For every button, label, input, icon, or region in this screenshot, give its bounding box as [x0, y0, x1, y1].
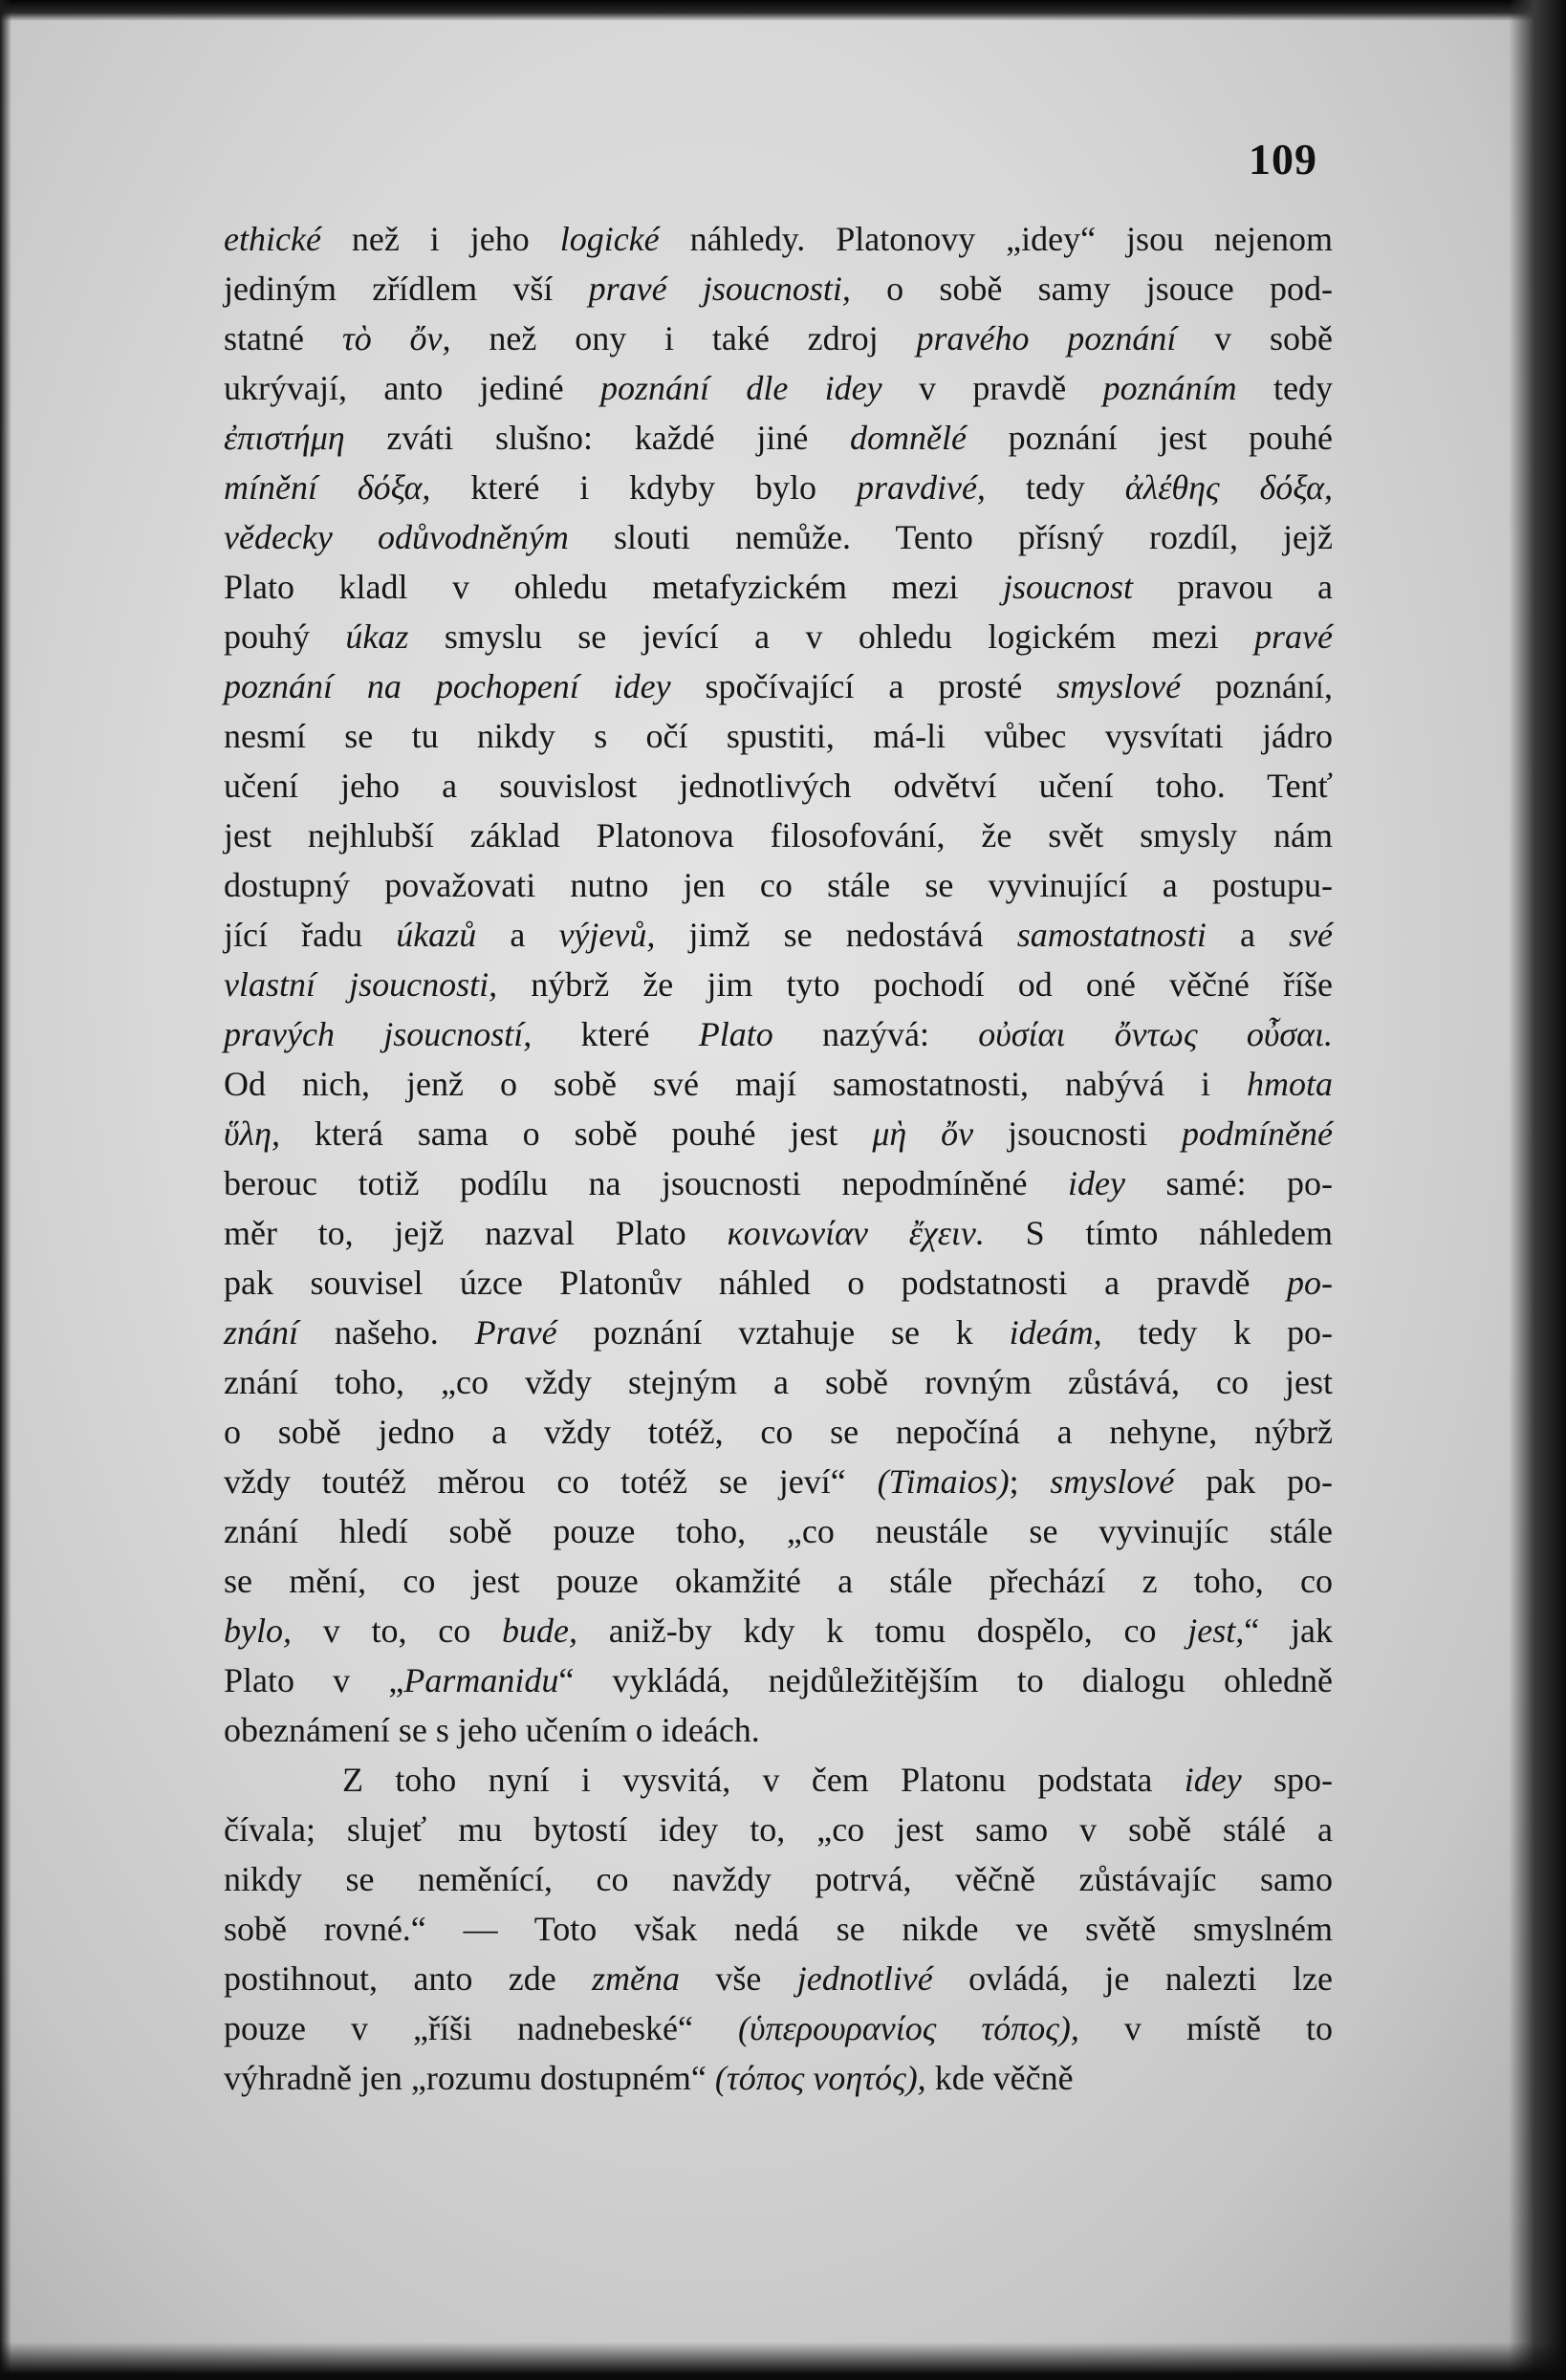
text-span: tedy k po- [1101, 1313, 1334, 1352]
scan-edge-right [1509, 0, 1566, 2380]
italic-text: vědecky odůvodněným [224, 518, 569, 556]
italic-text: ἀλέθης δόξα, [1124, 468, 1334, 507]
text-span: tedy [985, 468, 1125, 507]
text-line [224, 1506, 1333, 1556]
italic-text: τὸ ὄν, [341, 319, 451, 357]
scan-edge-left [0, 0, 11, 2380]
text-span: jsoucnosti [973, 1114, 1183, 1153]
text-line [224, 2003, 1333, 2053]
text-span: pravou a [1132, 568, 1333, 606]
italic-text: po- [1287, 1264, 1333, 1302]
text-span: sobě rovné.“ — Toto však nedá se nikde ve světě smyslném [224, 1910, 1333, 1948]
text-line [224, 711, 1333, 761]
text-line [224, 1805, 1333, 1854]
text-span: smyslu se jevící a v ohledu logickém mezi [408, 617, 1255, 656]
text-line [224, 1109, 1333, 1158]
text-span: tedy [1236, 369, 1334, 407]
italic-text: jest, [1187, 1612, 1245, 1650]
text-line [224, 1904, 1333, 1954]
text-span: o sobě samy jsouce pod- [850, 270, 1333, 308]
text-span: spočívající a prosté [670, 667, 1057, 705]
text-line [224, 1606, 1333, 1655]
text-span: dostupný považovati nutno jen co stále se vyvinující a postupu- [224, 866, 1333, 904]
italic-text: jednotlivé [796, 1959, 933, 1998]
text-line [224, 1556, 1333, 1606]
text-span: pak souvisel úzce Platonův náhled o podstatnosti a pravdě [224, 1264, 1287, 1302]
text-line [224, 1457, 1333, 1506]
text-line [224, 1705, 1333, 1755]
italic-text: podmíněné [1182, 1114, 1333, 1153]
text-span: a [476, 916, 559, 954]
text-span: jest nejhlubší základ Platonova filosofování, že svět smysly nám [224, 816, 1333, 855]
text-span: které [532, 1015, 699, 1053]
italic-text: poznáním [1102, 369, 1237, 407]
text-line [224, 1854, 1333, 1904]
text-span: Z toho nyní i vysvitá, v čem Platonu podstata [342, 1761, 1185, 1799]
text-line [224, 960, 1333, 1009]
text-span: v místě to [1078, 2009, 1333, 2047]
italic-text: οὐσίαι ὄντως οὖσαι. [978, 1015, 1334, 1053]
text-span: v sobě [1176, 319, 1334, 357]
italic-text: pravých jsoucností, [224, 1015, 533, 1053]
text-span: Plato kladl v ohledu metafyzickém mezi [224, 568, 1003, 606]
italic-text: hmota [1247, 1065, 1333, 1103]
italic-text: ἐπιστήμη [224, 419, 345, 457]
text-span: poznání jest pouhé [966, 419, 1333, 457]
text-span: a [1206, 916, 1290, 954]
text-span: statné [224, 319, 342, 357]
text-line [224, 1954, 1333, 2003]
text-line [224, 562, 1333, 612]
text-span: jimž se nedostává [655, 916, 1017, 954]
text-span: berouc totiž podílu na jsoucnosti nepodmíněné [224, 1164, 1069, 1202]
text-span: v pravdě [881, 369, 1103, 407]
text-span: postihnout, anto zde [224, 1959, 593, 1998]
text-line [224, 1059, 1333, 1109]
text-span: nazývá: [772, 1015, 979, 1053]
text-span: “ vykládá, nejdůležitějším to dialogu ohledně [558, 1661, 1333, 1699]
text-line [224, 463, 1333, 512]
page-number: 109 [1249, 135, 1317, 184]
italic-text: úkaz [345, 617, 409, 656]
italic-text: výjevů, [558, 916, 656, 954]
paragraph [224, 214, 1333, 1755]
text-span: obeznámení se s jeho učením o ideách. [224, 1711, 760, 1749]
italic-text: logické [559, 220, 660, 258]
italic-text: změna [592, 1959, 681, 1998]
text-span: poznání vztahuje se k [556, 1313, 1010, 1352]
italic-text: Pravé [474, 1313, 557, 1352]
text-line [224, 1208, 1333, 1258]
paragraph [224, 1755, 1333, 2103]
text-span: náhledy. Platonovy „idey“ jsou nejenom [659, 220, 1333, 258]
text-span: nikdy se neměnící, co navždy potrvá, věčně zůstávajíc samo [224, 1860, 1333, 1898]
text-line [224, 363, 1333, 413]
italic-text: Parmanidu [403, 1661, 559, 1699]
text-span: “ jak [1244, 1612, 1334, 1650]
text-span: kde věčně [925, 2059, 1074, 2097]
text-span: o sobě jedno a vždy totéž, co se nepočíná a nehyne, nýbrž [224, 1413, 1333, 1451]
italic-text: pravého poznání [916, 319, 1177, 357]
italic-text: ideám, [1009, 1313, 1102, 1352]
text-line [224, 1755, 1333, 1805]
text-line [224, 314, 1333, 363]
scan-edge-bottom [0, 2342, 1566, 2380]
italic-text: smyslové [1050, 1462, 1175, 1501]
text-span: pouhý [224, 617, 346, 656]
text-span: pouze v „říši nadnebeské“ [224, 2009, 739, 2047]
text-span: měr to, jejž nazval Plato [224, 1214, 728, 1252]
italic-text: vlastní jsoucnosti, [224, 965, 498, 1004]
text-line [224, 214, 1333, 264]
text-span: slouti nemůže. Tento přísný rozdíl, jejž [568, 518, 1333, 556]
text-span: ukrývají, anto jediné [224, 369, 600, 407]
text-span: ovládá, je nalezti lze [932, 1959, 1334, 1998]
italic-text: domnělé [850, 419, 967, 457]
scan-edge-top [0, 0, 1566, 21]
text-span: aniž-by kdy k tomu dospělo, co [577, 1612, 1188, 1650]
text-span: která sama o sobě pouhé jest [279, 1114, 873, 1153]
text-line [224, 1407, 1333, 1457]
italic-text: poznání dle idey [599, 369, 882, 407]
italic-text: (ὑπερουρανίος τόπος), [738, 2009, 1079, 2047]
text-line [224, 512, 1333, 562]
italic-text: bude, [502, 1612, 578, 1650]
text-span: v to, co [291, 1612, 503, 1650]
italic-text: Plato [698, 1015, 773, 1053]
italic-text: idey [1068, 1164, 1125, 1202]
text-span: nesmí se tu nikdy s očí spustiti, má-li vůbec vysvítati jádro [224, 717, 1333, 755]
text-span: vždy toutéž měrou co totéž se jeví“ [224, 1462, 878, 1501]
text-span: samé: po- [1124, 1164, 1333, 1202]
italic-text: samostatnosti [1016, 916, 1207, 954]
text-span: čívala; slujeť mu bytostí idey to, „co jest samo v sobě stálé a [224, 1810, 1333, 1849]
italic-text: (Timaios) [877, 1462, 1010, 1501]
italic-text: mínění δόξα, [224, 468, 431, 507]
text-span: Plato v „ [224, 1661, 404, 1699]
italic-text: κοινωνίαν ἔχειν. [727, 1214, 985, 1252]
text-span: znání toho, „co vždy stejným a sobě rovným zůstává, co jest [224, 1363, 1333, 1401]
text-span: zváti slušno: každé jiné [344, 419, 851, 457]
text-line [224, 1158, 1333, 1208]
text-span: jediným zřídlem vší [224, 270, 589, 308]
italic-text: (τόπος νοητός), [714, 2059, 926, 2097]
text-line [224, 2053, 1333, 2103]
text-line [224, 811, 1333, 860]
text-line [224, 612, 1333, 661]
text-span: které i kdyby bylo [430, 468, 857, 507]
text-span: pak po- [1174, 1462, 1334, 1501]
italic-text: jsoucnost [1002, 568, 1133, 606]
text-span: znání hledí sobě pouze toho, „co neustále se vyvinujíc stále [224, 1512, 1333, 1550]
text-span: jící řadu [224, 916, 397, 954]
italic-text: bylo, [224, 1612, 292, 1650]
text-span: než ony i také zdroj [450, 319, 917, 357]
italic-text: ethické [224, 220, 321, 258]
text-line [224, 860, 1333, 910]
italic-text: μὴ ὄν [872, 1114, 974, 1153]
text-span: ; [1009, 1462, 1051, 1501]
text-span: našeho. [298, 1313, 475, 1352]
text-span: se mění, co jest pouze okamžité a stále přechází z toho, co [224, 1562, 1333, 1600]
italic-text: ὕλη, [224, 1114, 280, 1153]
text-span: vše [680, 1959, 797, 1998]
text-line [224, 1655, 1333, 1705]
text-span: nýbrž že jim tyto pochodí od oné věčné říše [497, 965, 1334, 1004]
text-line [224, 1009, 1333, 1059]
text-span: poznání, [1181, 667, 1333, 705]
text-span: výhradně jen „rozumu dostupném“ [224, 2059, 715, 2097]
italic-text: úkazů [396, 916, 477, 954]
text-line [224, 413, 1333, 463]
italic-text: poznání na pochopení idey [224, 667, 671, 705]
text-line [224, 1258, 1333, 1308]
italic-text: své [1289, 916, 1334, 954]
text-line [224, 264, 1333, 314]
italic-text: smyslové [1056, 667, 1182, 705]
italic-text: pravé jsoucnosti, [588, 270, 851, 308]
text-span: než i jeho [320, 220, 560, 258]
text-span: S tímto náhledem [984, 1214, 1334, 1252]
text-span: spo- [1241, 1761, 1334, 1799]
italic-text: znání [224, 1313, 299, 1352]
text-line [224, 761, 1333, 811]
text-line [224, 910, 1333, 960]
italic-text: pravdivé, [856, 468, 986, 507]
text-span: učení jeho a souvislost jednotlivých odvětví učení toho. Tenť [224, 767, 1333, 805]
text-span: Od nich, jenž o sobě své mají samostatnosti, nabývá i [224, 1065, 1247, 1103]
text-line [224, 1308, 1333, 1357]
body-text [224, 214, 1333, 2103]
italic-text: pravé [1254, 617, 1334, 656]
text-line [224, 661, 1333, 711]
text-line [224, 1357, 1333, 1407]
italic-text: idey [1184, 1761, 1242, 1799]
